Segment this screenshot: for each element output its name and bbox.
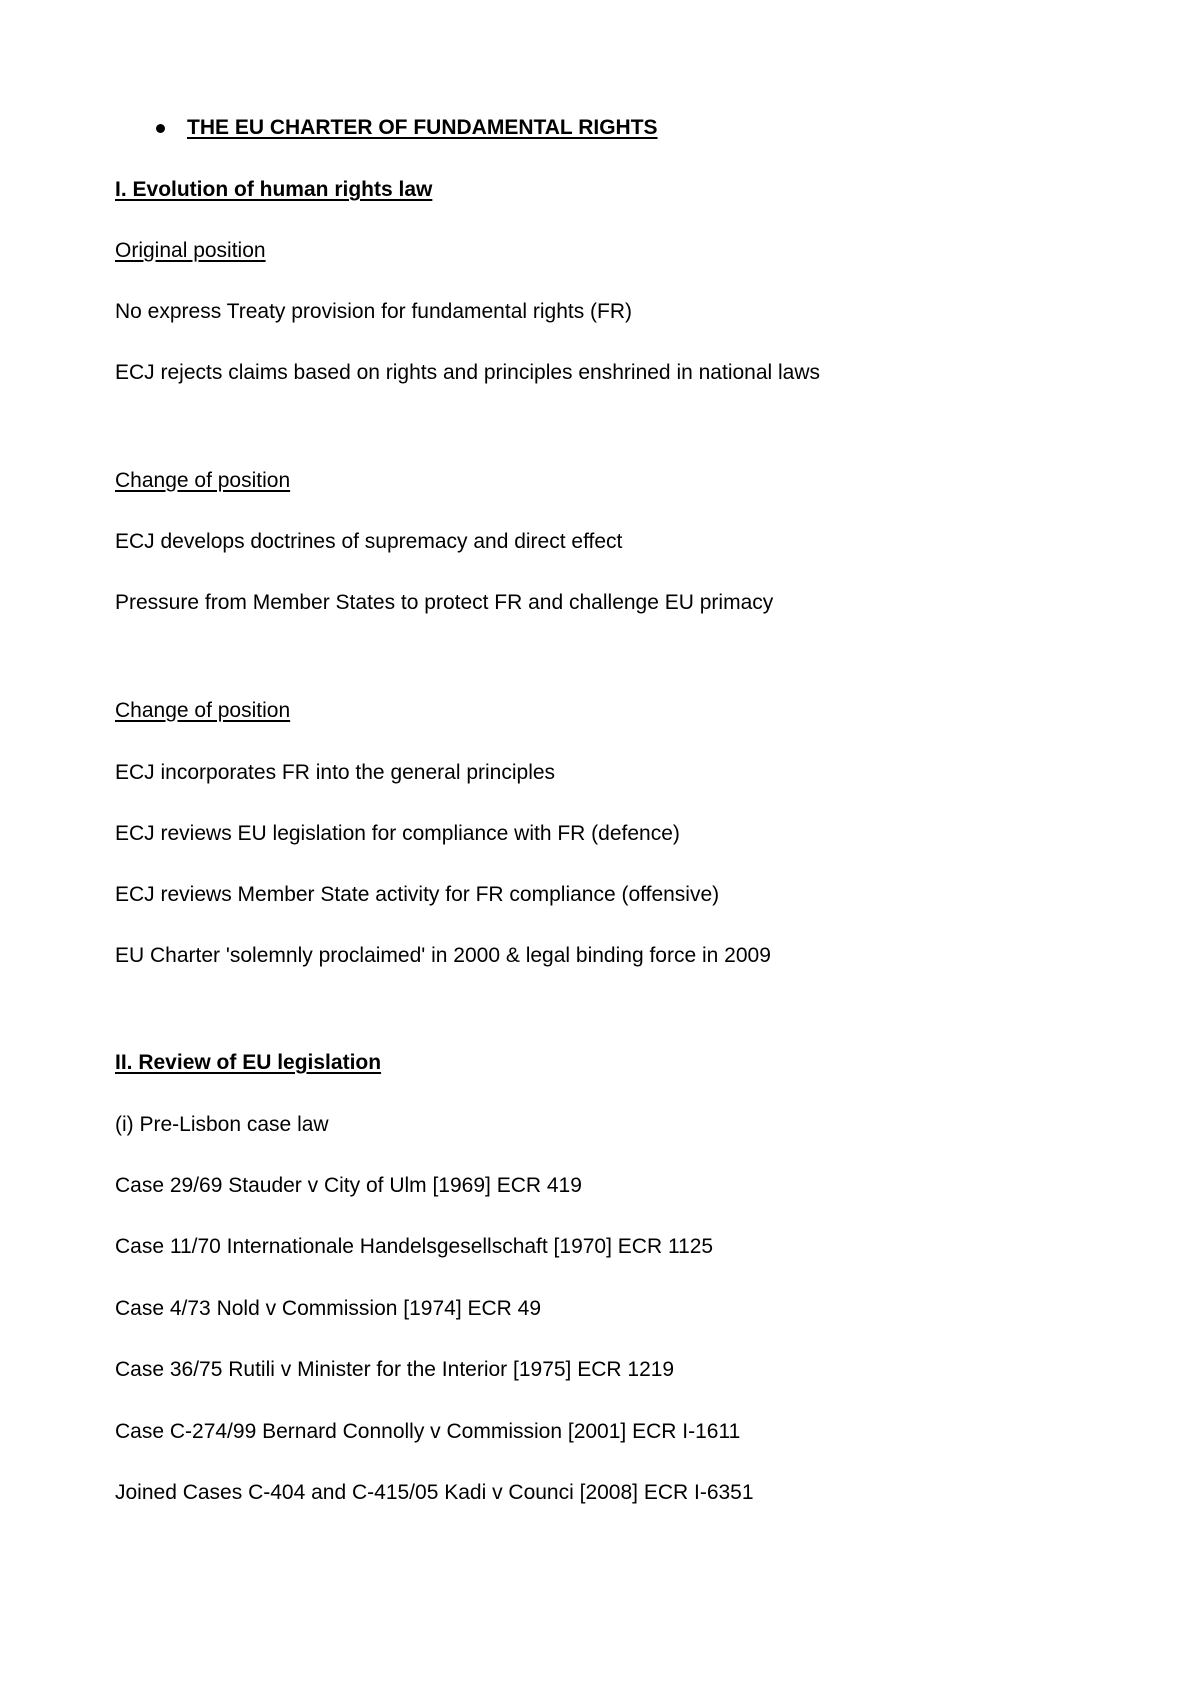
bullet-dot-icon — [156, 124, 165, 133]
case-citation: Case 4/73 Nold v Commission [1974] ECR 49 — [115, 1297, 542, 1320]
document-title: THE EU CHARTER OF FUNDAMENTAL RIGHTS — [187, 116, 658, 139]
case-citation: Case 36/75 Rutili v Minister for the Interior [1975] ECR 1219 — [115, 1358, 675, 1381]
paragraph: No express Treaty provision for fundamental rights (FR) — [115, 300, 633, 323]
subsection-title: Original position — [115, 239, 266, 262]
case-citation: Case 29/69 Stauder v City of Ulm [1969] ECR 419 — [115, 1174, 582, 1197]
paragraph: Pressure from Member States to protect FR and challenge EU primacy — [115, 591, 774, 614]
case-citation: Joined Cases C-404 and C-415/05 Kadi v Counci [2008] ECR I-6351 — [115, 1481, 754, 1504]
paragraph: ECJ develops doctrines of supremacy and direct effect — [115, 530, 623, 553]
subsection-title: Change of position — [115, 699, 291, 722]
paragraph: ECJ incorporates FR into the general principles — [115, 761, 556, 784]
subsection-title: (i) Pre-Lisbon case law — [115, 1113, 329, 1136]
paragraph: ECJ reviews EU legislation for compliance with FR (defence) — [115, 822, 680, 845]
paragraph: ECJ rejects claims based on rights and principles enshrined in national laws — [115, 361, 821, 384]
paragraph: ECJ reviews Member State activity for FR compliance (offensive) — [115, 883, 720, 906]
subsection-title: Change of position — [115, 469, 291, 492]
section-heading: II. Review of EU legislation — [115, 1051, 382, 1074]
paragraph: EU Charter 'solemnly proclaimed' in 2000 & legal binding force in 2009 — [115, 944, 771, 967]
case-citation: Case 11/70 Internationale Handelsgesellschaft [1970] ECR 1125 — [115, 1235, 714, 1258]
case-citation: Case C-274/99 Bernard Connolly v Commission [2001] ECR I-1611 — [115, 1420, 741, 1443]
section-heading: I. Evolution of human rights law — [115, 178, 433, 201]
